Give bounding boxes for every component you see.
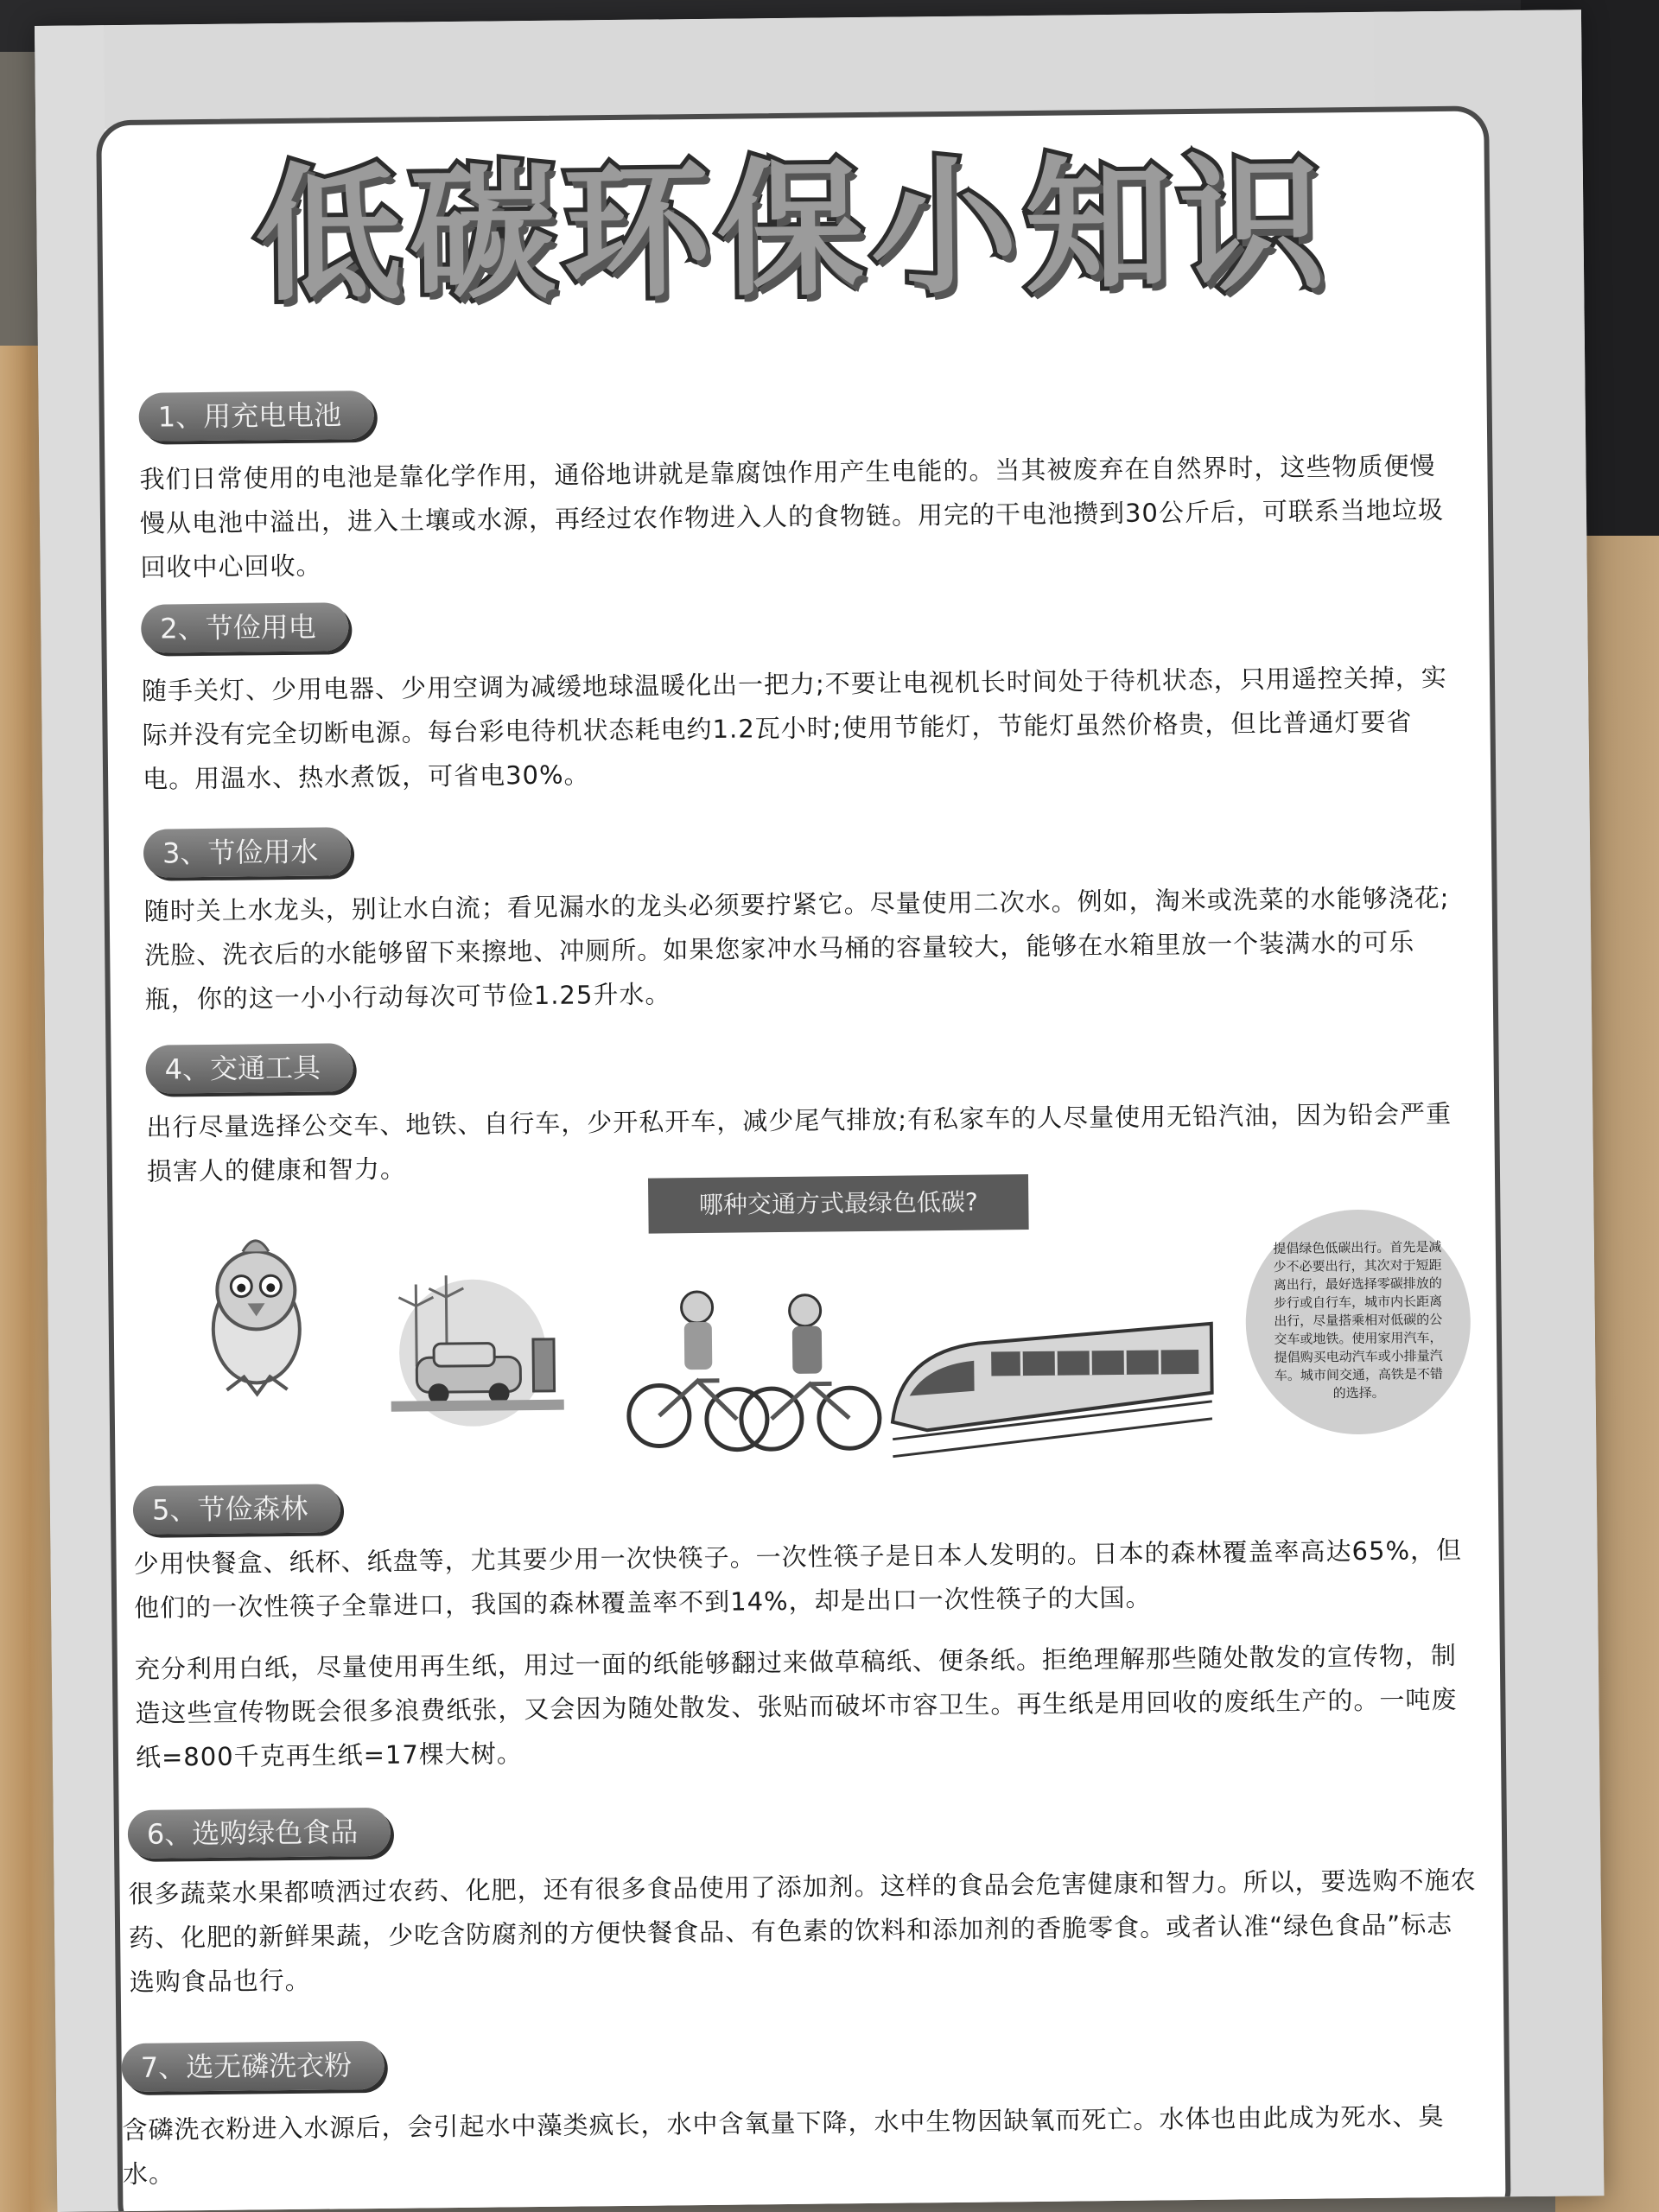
section-heading-3: 3、节俭用水 (143, 827, 352, 878)
section-heading-7: 7、选无磷洗衣粉 (121, 2041, 385, 2092)
content-frame (96, 105, 1511, 2211)
section-paragraph-2: 随手关灯、少用电器、少用空调为减缓地球温暖化出一把力;不要让电视机长时间处于待机状态，只用遥控关掉，实际并没有完全切断电源。每台彩电待机状态耗电约1.2瓦小时;使用节能灯，节能灯虽然价格贵，但比普通灯要省电。用温水、热水煮饭，可省电30%。 (141, 662, 1447, 794)
section-paragraph-5a: 少用快餐盒、纸杯、纸盘等，尤其要少用一次快筷子。一次性筷子是日本人发明的。日本的森林覆盖率高达65%，但他们的一次性筷子全靠进口，我国的森林覆盖率不到14%，却是出口一次性筷子的大国。 (133, 1535, 1463, 1623)
section-paragraph-1: 我们日常使用的电池是靠化学作用，通俗地讲就是靠腐蚀作用产生电能的。当其被废弃在自然界时，这些物质便慢慢从电池中溢出，进入土壤或水源，再经过农作物进入人的食物链。用完的干电池攒到30公斤后，可联系当地垃圾回收中心回收。 (139, 451, 1445, 582)
section-paragraph-5b: 充分利用白纸，尽量使用再生纸，用过一面的纸能够翻过来做草稿纸、便条纸。拒绝理解那些随处散发的宣传物，制造这些宣传物既会很多浪费纸张，又会因为随处散发、张贴而破坏市容卫生。再生纸是用回收的废纸生产的。一吨废纸=800千克再生纸=17棵大树。 (134, 1640, 1458, 1772)
section-heading-6: 6、选购绿色食品 (128, 1808, 391, 1859)
bird-mascot-icon (191, 1230, 322, 1404)
section-heading-2: 2、节俭用电 (141, 602, 349, 653)
section-heading-1: 1、用充电电池 (138, 391, 374, 442)
section-paragraph-6: 很多蔬菜水果都喷洒过农药、化肥，还有很多食品使用了添加剂。这样的食品会危害健康和智力。所以，要选购不施农药、化肥的新鲜果蔬，少吃含防腐剂的方便快餐食品、有色素的饮料和添加剂的香脆零食。或者认准“绿色食品”标志选购食品也行。 (128, 1865, 1477, 1997)
section-paragraph-7: 含磷洗衣粉进入水源后，会引起水中藻类疯长，水中含氧量下降，水中生物因缺氧而死亡。水体也由此成为死水、臭水。 (122, 2101, 1445, 2190)
page-title: 低碳环保小知识 (254, 139, 1333, 322)
section-paragraph-3: 随时关上水龙头，别让水白流；看见漏水的龙头必须要拧紧它。尽量使用二次水。例如，淘米或洗菜的水能够浇花;洗脸、洗衣后的水能够留下来擦地、冲厕所。如果您家冲水马桶的容量较大，能够在水箱里放一个装满水的可乐瓶，你的这一小小行动每次可节俭1.25升水。 (143, 882, 1450, 1014)
section-paragraph-4: 出行尽量选择公交车、地铁、自行车，少开私开车，减少尾气排放;有私家车的人尽量使用无铅汽油，因为铅会严重损害人的健康和智力。 (146, 1098, 1452, 1186)
cyclists-icon (623, 1267, 884, 1459)
illustration-banner: 哪种交通方式最绿色低碳? (648, 1174, 1029, 1234)
section-heading-4: 4、交通工具 (145, 1043, 353, 1094)
electric-car-charging-icon (364, 1269, 582, 1427)
flyer-sheet (35, 10, 1604, 2212)
high-speed-train-icon (874, 1298, 1222, 1465)
low-carbon-tip: 提倡绿色低碳出行。首先是减少不必要出行，其次对于短距离出行，最好选择零碳排放的步行或自行车，城市内长距离出行，尽量搭乘相对低碳的公交车或地铁。使用家用汽车，提倡购买电动汽车或小排量汽车。城市间交通，高铁是不错的选择。 (1244, 1209, 1471, 1436)
section-heading-5: 5、节俭森林 (133, 1484, 341, 1535)
